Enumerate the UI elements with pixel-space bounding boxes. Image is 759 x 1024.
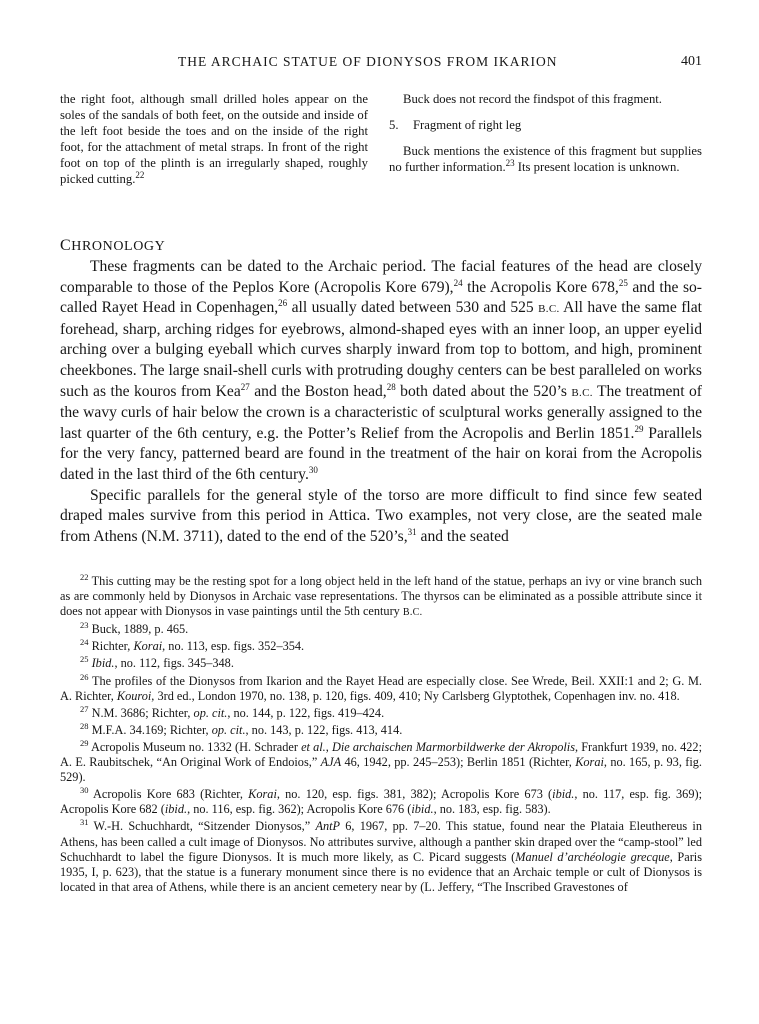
footnote-ref[interactable]: 26 [278, 298, 288, 308]
footnotes [60, 571, 703, 895]
right-column [389, 91, 702, 185]
footnote-ref[interactable]: 28 [386, 381, 396, 392]
footnote-ref[interactable]: 25 [618, 277, 628, 288]
footnote-ref[interactable]: 22 [135, 169, 145, 180]
footnote-31: $^{31}$ W.-H. Schuchhardt, “Sitzender Dionysos,” AntP 6, 1967, pp. 7–20. This statue, found near the Plataia Eleuthereus in Athens, has been called a cult image of Dionysos. No attributes survive, although a panther skin draped over the “camp-stool” led Schuchhardt to label the figure Dionysos. It is much more likely, as C. Picard suggests (Manuel d’archéologie grecque, Paris 1935, I, p. 623), that the statue is a funerary monument since there is no evidence that an Archaic temple or cult of Dionysos is located in that area of Athens, while there is an ancient cemetery near by (L. Jeffery, “The Inscribed Gravestones of [60, 817, 702, 894]
running-header [60, 54, 702, 74]
footnote-28: $^{28}$ M.F.A. 34.169; Richter, op. cit., no. 143, p. 122, figs. 413, 414. [80, 720, 403, 737]
item-number: 5. [389, 118, 399, 132]
footnote-ref[interactable]: 23 [505, 157, 515, 168]
footnote-ref[interactable]: 31 [407, 526, 417, 537]
body-paragraph-1: These fragments can be dated to the Archaic period. The facial features of the head are closely comparable to those of the Peplos Kore (Acropolis Kore 679),$^{24}$ the Acropolis Kore 678,25 and the so-called Rayet Head in Copenhagen,$^{26}$ all usually dated between 530 and 525 B.C. All have the same flat forehead, sharp, arching ridges for eyebrows, almond-shaped eyes with an inner loop, an upper eyelid arching over a bulging eyeball which curves sharply inward from top to bottom, and high, prominent cheekbones. The large snail-shell curls with protruding doughy centers can be best paralleled on works such as the kouros from Kea$^{27}$ and the Boston head,$^{28}$ both dated about the 520’s B.C. The treatment of the wavy curls of hair below the crown is a characteristic of sculptural works generally assigned to the last quarter of the 6th century, e.g. the Potter’s Relief from the Acropolis and Berlin 1851.29 Parallels for the very fancy, patterned beard are found in the treatment of the hair on korai from the Acropolis dated in the last third of the 6th century.$^{30}$ [60, 258, 703, 483]
footnote-27: $^{27}$ N.M. 3686; Richter, op. cit., no. 144, p. 122, figs. 419–424. [80, 703, 385, 720]
footnote-29: $^{29}$ Acropolis Museum no. 1332 (H. Schrader et al., Die archaischen Marmorbildwerke der Akropolis, Frankfurt 1939, no. 422; A. E. Raubitschek, “An Original Work of Endoios,” AJA 46, 1942, pp. 245–253); Berlin 1851 (Richter, Korai, no. 165, p. 93, fig. 529). [60, 737, 703, 785]
footnote-ref[interactable]: 30 [308, 464, 318, 475]
footnote-25: $^{25}$ Ibid., no. 112, figs. 345–348. [80, 654, 234, 671]
left-paragraph: the right foot, although small drilled holes appear on the soles of the sandals of both feet, on the outside and inside of the left foot beside the toes and on the inside of the right foot, for the attachment of metal straps. In front of the right foot on top of the plinth is an irregularly shaped, roughly picked cutting.$^{22}$ [60, 92, 368, 186]
page-number: 401 [681, 54, 702, 69]
footnote-23: $^{23}$ Buck, 1889, p. 465. [80, 620, 189, 637]
catalogue-item-heading [389, 117, 702, 133]
running-title: THE ARCHAIC STATUE OF DIONYSOS FROM IKARION [178, 54, 558, 69]
right-paragraph-findspot: Buck does not record the findspot of this fragment. [403, 92, 662, 106]
footnote-ref[interactable]: 29 [634, 423, 644, 434]
footnote-26: $^{26}$ The profiles of the Dionysos from Ikarion and the Rayet Head are especially close. See Wrede, Beil. XXII:1 and 2; G. M. A. Richter, Kouroi, 3rd ed., London 1970, no. 138, p. 120, figs. 409, 410; Ny Carlsberg Glyptothek, Copenhagen inv. no. 418. [60, 671, 702, 703]
footnote-22: $^{22}$ This cutting may be the resting spot for a long object held in the left hand of the statue, perhaps an ivy or vine branch such as are commonly held by Dionysos in Archaic vase representations. The thyrsos can be eliminated as a possible attribute since it does not appear with Dionysos in vase paintings until the 5th century B.C. [60, 571, 702, 619]
item-title: Fragment of right leg [413, 118, 522, 132]
footnote-ref[interactable]: 24 [453, 277, 463, 288]
footnote-ref[interactable]: 27 [240, 381, 250, 392]
right-paragraph-leg: Buck mentions the existence of this fragment but supplies no further information.$^{23}$ Its present location is unknown. [389, 144, 702, 174]
section-heading-chronology: CHRONOLOGY [60, 237, 166, 254]
footnote-30: $^{30}$ Acropolis Kore 683 (Richter, Korai, no. 120, esp. figs. 381, 382); Acropolis Kore 673 (ibid., no. 117, esp. fig. 369); Acropolis Kore 682 (ibid., no. 116, esp. fig. 362); Acropolis Kore 676 (ibid., no. 183, esp. fig. 583). [60, 785, 702, 817]
footnote-24: $^{24}$ Richter, Korai, no. 113, esp. figs. 352–354. [80, 637, 305, 654]
body-paragraph-2: Specific parallels for the general style of the torso are more difficult to find since few seated draped males survive from this period in Attica. Two examples, not very close, are the seated male from Athens (N.M. 3711), dated to the end of the 520’s,$^{31}$ and the seated [60, 486, 702, 545]
left-column [60, 91, 368, 197]
main-text [60, 257, 702, 547]
